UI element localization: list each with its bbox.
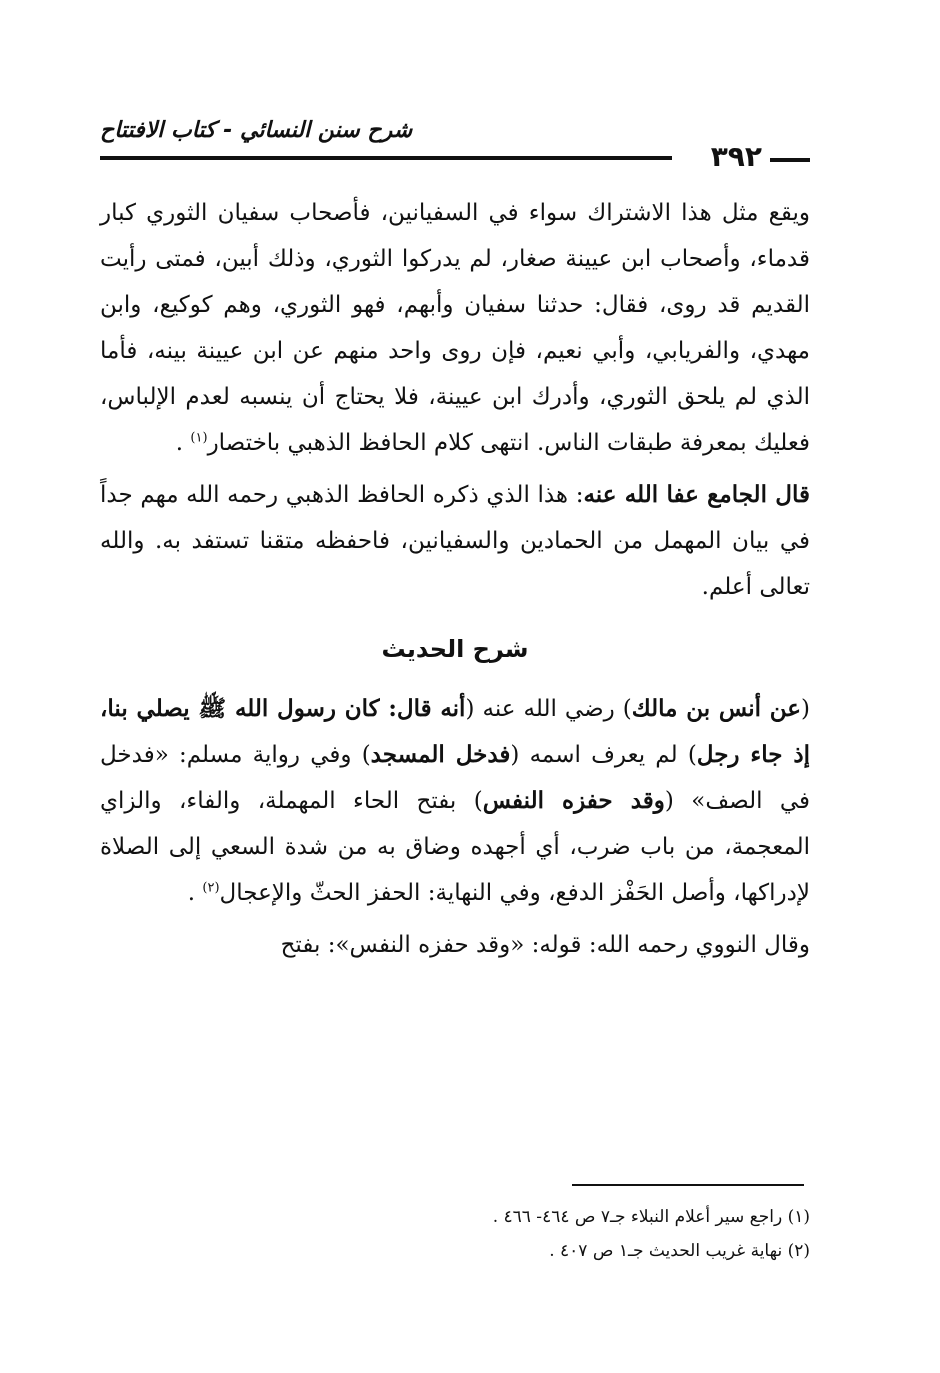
text-segment: (	[801, 696, 810, 722]
footnote-separator	[572, 1184, 804, 1186]
main-text	[100, 190, 810, 968]
hadith-phrase: فدخل المسجد	[370, 741, 511, 768]
paragraph-dhahabi-quote	[100, 190, 810, 466]
header-dash	[770, 158, 810, 162]
hadith-phrase: عن أنس بن مالك	[631, 695, 802, 722]
footnote-ref-1: (١)	[190, 430, 208, 446]
section-heading: شرح الحديث	[381, 635, 529, 663]
paragraph-end: .	[175, 430, 191, 456]
paragraph-end: .	[187, 880, 203, 906]
hadith-phrase: وقد حفزه النفس	[482, 787, 665, 814]
footnote-2: (٢) نهاية غريب الحديث جـ١ ص ٤٠٧ .	[549, 1241, 810, 1261]
hadith-phrase: أنه قال: كان رسول الله ﷺ يصلي بنا، إذ جاء رجل	[100, 695, 811, 768]
paragraph-text: وقال النووي رحمه الله: قوله: «وقد حفزه النفس»: بفتح	[280, 932, 810, 958]
compiler-lead: قال الجامع عفا الله عنه	[583, 481, 811, 508]
paragraph-text: : هذا الذي ذكره الحافظ الذهبي رحمه الله مهم جداً في بيان المهمل من الحمادين والسفيانين، فاحفظه متقنا تستفد به. والله تعالى أعلم.	[100, 482, 810, 600]
header-rule	[100, 156, 672, 160]
paragraph-compiler-note	[100, 472, 810, 610]
paragraph-hadith-explanation	[100, 686, 810, 916]
paragraph-nawawi	[100, 922, 810, 968]
page-number: ٣٩٢	[710, 140, 762, 173]
text-segment: ) وفي رواية مسلم: «فدخل في الصف» (	[100, 742, 811, 814]
text-segment: ) لم يعرف اسمه (	[510, 742, 697, 768]
footnote-ref-2: (٢)	[202, 880, 220, 896]
page-header	[100, 118, 810, 178]
footnote-1: (١) راجع سير أعلام النبلاء جـ٧ ص ٤٦٤- ٤٦٦ .	[492, 1207, 810, 1227]
footnotes	[100, 1200, 810, 1268]
running-title: شرح سنن النسائي - كتاب الافتتاح	[100, 118, 413, 143]
text-segment: ) رضي الله عنه (	[465, 696, 632, 722]
text-segment: ) بفتح الحاء المهملة، والفاء، والزاي المعجمة، من باب ضرب، أي أجهده وضاق به من شدة السعي إلى الصلاة لإدراكها، وأصل الحَفْز الدفع، وفي النهاية: الحفز الحثّ والإعجال	[100, 788, 810, 906]
paragraph-text: ويقع مثل هذا الاشتراك سواء في السفيانين، فأصحاب سفيان الثوري كبار قدماء، وأصحاب ابن عيينة صغار، لم يدركوا الثوري، وذلك أبين، فمتى رأيت القديم قد روى، فقال: حدثنا سفيان وأبهم، فهو الثوري، وهم كوكيع، وابن مهدي، والفريابي، وأبي نعيم، فإن روى واحد منهم عن ابن عيينة بينه، فأما الذي لم يلحق الثوري، وأدرك ابن عيينة، فلا يحتاج أن ينسبه لعدم الإلباس، فعليك بمعرفة طبقات الناس. انتهى كلام الحافظ الذهبي باختصار	[100, 200, 810, 456]
